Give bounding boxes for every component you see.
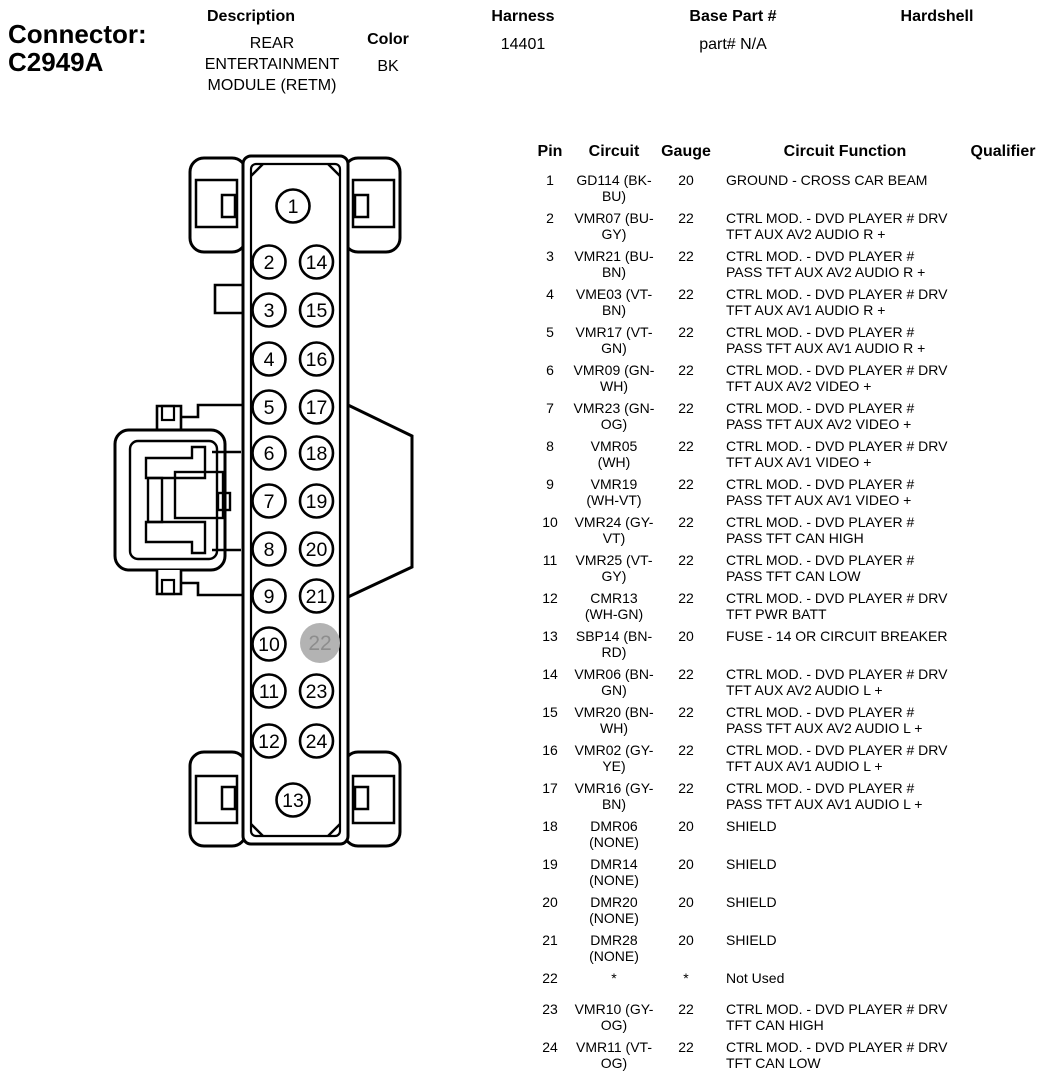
qualifier-cell — [964, 780, 1042, 812]
pin-number-cell: 20 — [542, 894, 558, 910]
table-row-pin-23 — [530, 1001, 1046, 1033]
gauge-cell: 22 — [678, 286, 694, 302]
pin-17 — [300, 391, 333, 424]
svg-text:20: 20 — [305, 539, 328, 561]
circuit-function-cell: CTRL MOD. - DVD PLAYER # DRV TFT AUX AV1 AUDIO R + — [726, 286, 948, 318]
pin-number-cell: 14 — [542, 666, 558, 682]
circuit-function-cell: CTRL MOD. - DVD PLAYER # PASS TFT AUX AV2 AUDIO R + — [726, 248, 926, 280]
pin-20 — [300, 533, 333, 566]
pin-number-cell: 5 — [546, 324, 554, 340]
latch-assembly — [115, 405, 243, 595]
table-row-pin-3 — [530, 248, 1046, 280]
gauge-cell: 22 — [678, 780, 694, 796]
connector-title — [8, 20, 147, 76]
circuit-cell: VMR23 (GN- OG) — [573, 400, 655, 432]
svg-text:18: 18 — [305, 443, 328, 465]
gauge-cell: * — [683, 970, 689, 986]
pin-number-cell: 6 — [546, 362, 554, 378]
pin-number-cell: 9 — [546, 476, 554, 492]
svg-text:24: 24 — [305, 731, 328, 753]
circuit-function-cell: SHIELD — [726, 894, 777, 910]
svg-text:1: 1 — [287, 196, 299, 218]
pin-number-cell: 17 — [542, 780, 558, 796]
pin-6 — [253, 437, 286, 470]
circuit-cell: VMR17 (VT- GN) — [575, 324, 653, 356]
table-row-pin-20 — [530, 894, 1046, 926]
mounting-tab-bottom-right — [344, 752, 400, 846]
mounting-tab-top-left — [190, 158, 246, 252]
qualifier-cell — [964, 1039, 1042, 1071]
pin-18 — [300, 437, 333, 470]
description-line-1: REAR — [249, 35, 295, 52]
table-row-pin-1 — [530, 172, 1046, 204]
table-row-pin-10 — [530, 514, 1046, 546]
gauge-cell: 22 — [678, 590, 694, 606]
circuit-function-cell: CTRL MOD. - DVD PLAYER # DRV TFT AUX AV2 AUDIO R + — [726, 210, 948, 242]
circuit-function-cell: CTRL MOD. - DVD PLAYER # PASS TFT AUX AV1 AUDIO R + — [726, 324, 926, 356]
pin-10 — [253, 628, 286, 661]
table-row-pin-14 — [530, 666, 1046, 698]
column-header-qualifier: Qualifier — [970, 143, 1036, 160]
circuit-function-cell: CTRL MOD. - DVD PLAYER # DRV TFT AUX AV2 AUDIO L + — [726, 666, 948, 698]
pin-19 — [300, 485, 333, 518]
pin-12 — [253, 725, 286, 758]
svg-text:15: 15 — [305, 300, 328, 322]
gauge-cell: 20 — [678, 856, 694, 872]
pin-number-cell: 8 — [546, 438, 554, 454]
pin-number-cell: 19 — [542, 856, 558, 872]
color-value: BK — [377, 58, 399, 75]
harness-block — [473, 7, 573, 55]
svg-text:21: 21 — [305, 586, 328, 608]
pin-number-cell: 12 — [542, 590, 558, 606]
table-row-pin-9 — [530, 476, 1046, 508]
gauge-cell: 22 — [678, 248, 694, 264]
circuit-cell: VMR09 (GN- WH) — [573, 362, 655, 394]
circuit-function-cell: CTRL MOD. - DVD PLAYER # DRV TFT CAN HIGH — [726, 1001, 948, 1033]
circuit-function-cell: CTRL MOD. - DVD PLAYER # PASS TFT CAN HIGH — [726, 514, 915, 546]
circuit-cell: VMR10 (GY- OG) — [574, 1001, 654, 1033]
pin-number-cell: 10 — [542, 514, 558, 530]
circuit-function-cell: CTRL MOD. - DVD PLAYER # PASS TFT AUX AV1 VIDEO + — [726, 476, 915, 508]
table-row-pin-12 — [530, 590, 1046, 622]
gauge-cell: 20 — [678, 932, 694, 948]
svg-text:12: 12 — [258, 731, 280, 753]
base-part-label: Base Part # — [689, 8, 777, 25]
pin-5 — [253, 391, 286, 424]
base-part-value: part# N/A — [699, 36, 767, 53]
side-step-notch — [215, 285, 243, 313]
pin-table — [530, 143, 1046, 1072]
svg-text:9: 9 — [263, 586, 275, 608]
circuit-function-cell: CTRL MOD. - DVD PLAYER # DRV TFT CAN LOW — [726, 1039, 948, 1071]
table-row-pin-22 — [530, 970, 1046, 986]
svg-text:11: 11 — [258, 681, 280, 703]
circuit-cell: CMR13 (WH-GN) — [584, 590, 644, 622]
circuit-cell: * — [611, 970, 617, 986]
circuit-cell: VME03 (VT- BN) — [575, 286, 653, 318]
pin-3 — [253, 294, 286, 327]
pin-14 — [300, 246, 333, 279]
qualifier-cell — [964, 742, 1042, 774]
connector-label: Connector: — [8, 19, 147, 49]
mounting-tab-top-right — [344, 158, 400, 252]
pin-number-cell: 4 — [546, 286, 554, 302]
connector-diagram — [90, 140, 450, 860]
svg-text:7: 7 — [263, 491, 275, 513]
svg-text:8: 8 — [263, 539, 275, 561]
table-row-pin-7 — [530, 400, 1046, 432]
pin-number-cell: 24 — [542, 1039, 558, 1055]
gauge-cell: 22 — [678, 210, 694, 226]
circuit-function-cell: CTRL MOD. - DVD PLAYER # PASS TFT CAN LOW — [726, 552, 915, 584]
pin-number-cell: 18 — [542, 818, 558, 834]
gauge-cell: 20 — [678, 818, 694, 834]
pin-8 — [253, 533, 286, 566]
table-row-pin-24 — [530, 1039, 1046, 1071]
circuit-function-cell: CTRL MOD. - DVD PLAYER # PASS TFT AUX AV2 VIDEO + — [726, 400, 915, 432]
circuit-cell: GD114 (BK- BU) — [576, 172, 652, 204]
qualifier-cell — [964, 400, 1042, 432]
qualifier-cell — [964, 856, 1042, 888]
pin-16 — [300, 343, 333, 376]
circuit-cell: DMR06 (NONE) — [589, 818, 639, 850]
pin-number-cell: 21 — [542, 932, 558, 948]
hardshell-block — [887, 7, 987, 26]
gauge-cell: 20 — [678, 628, 694, 644]
gauge-cell: 22 — [678, 400, 694, 416]
table-row-pin-15 — [530, 704, 1046, 736]
qualifier-cell — [964, 666, 1042, 698]
circuit-cell: VMR11 (VT- OG) — [576, 1039, 652, 1071]
table-header-row — [530, 143, 1046, 161]
gauge-cell: 22 — [678, 514, 694, 530]
gauge-cell: 20 — [678, 894, 694, 910]
pin-15 — [300, 294, 333, 327]
circuit-cell: VMR20 (BN- WH) — [574, 704, 654, 736]
qualifier-cell — [964, 514, 1042, 546]
gauge-cell: 22 — [678, 1039, 694, 1055]
column-header-circuit-function: Circuit Function — [783, 143, 907, 160]
gauge-cell: 22 — [678, 476, 694, 492]
pin-number-cell: 1 — [546, 172, 554, 188]
pin-number-cell: 13 — [542, 628, 558, 644]
qualifier-cell — [964, 894, 1042, 926]
pin-number-cell: 2 — [546, 210, 554, 226]
circuit-cell: VMR21 (BU- BN) — [574, 248, 654, 280]
gauge-cell: 22 — [678, 362, 694, 378]
table-body — [530, 172, 1046, 1071]
description-value — [182, 33, 362, 96]
circuit-cell: VMR02 (GY- YE) — [574, 742, 654, 774]
gauge-cell: 22 — [678, 324, 694, 340]
circuit-cell: VMR07 (BU- GY) — [574, 210, 654, 242]
pin-number-cell: 22 — [542, 970, 558, 986]
pin-13 — [277, 784, 310, 817]
qualifier-cell — [964, 818, 1042, 850]
gauge-cell: 22 — [678, 438, 694, 454]
svg-text:6: 6 — [263, 443, 275, 465]
circuit-cell: VMR06 (BN- GN) — [574, 666, 654, 698]
svg-text:16: 16 — [305, 349, 328, 371]
table-row-pin-21 — [530, 932, 1046, 964]
circuit-function-cell: CTRL MOD. - DVD PLAYER # PASS TFT AUX AV1 AUDIO L + — [726, 780, 923, 812]
side-wing — [348, 405, 412, 597]
pin-1 — [277, 190, 310, 223]
gauge-cell: 22 — [678, 704, 694, 720]
circuit-cell: VMR24 (GY- VT) — [574, 514, 654, 546]
circuit-cell: DMR14 (NONE) — [589, 856, 639, 888]
pin-22 — [300, 623, 340, 663]
pin-number-cell: 3 — [546, 248, 554, 264]
mounting-tab-bottom-left — [190, 752, 246, 846]
circuit-function-cell: SHIELD — [726, 856, 777, 872]
circuit-cell: VMR05 (WH) — [590, 438, 638, 470]
column-header-circuit: Circuit — [588, 143, 640, 160]
color-block — [358, 30, 418, 77]
svg-text:17: 17 — [305, 397, 328, 419]
connector-id: C2949A — [8, 47, 104, 77]
svg-text:14: 14 — [305, 252, 328, 274]
svg-text:5: 5 — [263, 397, 275, 419]
qualifier-cell — [964, 552, 1042, 584]
qualifier-cell — [964, 970, 1042, 986]
table-row-pin-2 — [530, 210, 1046, 242]
qualifier-cell — [964, 362, 1042, 394]
description-line-3: MODULE (RETM) — [207, 77, 337, 94]
table-row-pin-19 — [530, 856, 1046, 888]
circuit-cell: DMR28 (NONE) — [589, 932, 639, 964]
column-header-pin: Pin — [537, 143, 563, 160]
pin-number-cell: 23 — [542, 1001, 558, 1017]
qualifier-cell — [964, 704, 1042, 736]
harness-label: Harness — [491, 8, 555, 25]
qualifier-cell — [964, 1001, 1042, 1033]
table-row-pin-16 — [530, 742, 1046, 774]
circuit-function-cell: FUSE - 14 OR CIRCUIT BREAKER — [726, 628, 948, 644]
pin-21 — [300, 580, 333, 613]
pin-number-cell: 16 — [542, 742, 558, 758]
table-row-pin-5 — [530, 324, 1046, 356]
circuit-function-cell: GROUND - CROSS CAR BEAM — [726, 172, 928, 188]
circuit-function-cell: Not Used — [726, 970, 785, 986]
circuit-cell: VMR25 (VT- GY) — [575, 552, 653, 584]
base-part-block — [673, 7, 793, 55]
qualifier-cell — [964, 210, 1042, 242]
qualifier-cell — [964, 590, 1042, 622]
svg-text:19: 19 — [305, 491, 328, 513]
qualifier-cell — [964, 286, 1042, 318]
pin-23 — [300, 675, 333, 708]
circuit-function-cell: CTRL MOD. - DVD PLAYER # DRV TFT AUX AV1 VIDEO + — [726, 438, 948, 470]
circuit-cell: VMR16 (GY- BN) — [574, 780, 654, 812]
qualifier-cell — [964, 172, 1042, 204]
pin-9 — [253, 580, 286, 613]
svg-text:3: 3 — [263, 300, 275, 322]
pin-number-cell: 7 — [546, 400, 554, 416]
column-header-gauge: Gauge — [661, 143, 711, 160]
hardshell-label: Hardshell — [900, 8, 974, 25]
pin-24 — [300, 725, 333, 758]
svg-text:2: 2 — [263, 252, 275, 274]
table-row-pin-4 — [530, 286, 1046, 318]
description-label: Description — [206, 8, 295, 25]
table-row-pin-11 — [530, 552, 1046, 584]
gauge-cell: 22 — [678, 1001, 694, 1017]
color-label: Color — [367, 31, 409, 48]
table-row-pin-18 — [530, 818, 1046, 850]
table-row-pin-13 — [530, 628, 1046, 660]
circuit-function-cell: SHIELD — [726, 932, 777, 948]
qualifier-cell — [964, 248, 1042, 280]
pin-11 — [253, 675, 286, 708]
circuit-function-cell: CTRL MOD. - DVD PLAYER # DRV TFT AUX AV1 AUDIO L + — [726, 742, 948, 774]
harness-value: 14401 — [500, 36, 546, 53]
table-row-pin-8 — [530, 438, 1046, 470]
svg-text:4: 4 — [263, 349, 275, 371]
circuit-function-cell: CTRL MOD. - DVD PLAYER # DRV TFT PWR BATT — [726, 590, 948, 622]
pin-number-cell: 15 — [542, 704, 558, 720]
gauge-cell: 22 — [678, 552, 694, 568]
circuit-cell: DMR20 (NONE) — [589, 894, 639, 926]
pin-number-cell: 11 — [542, 552, 558, 568]
gauge-cell: 22 — [678, 666, 694, 682]
qualifier-cell — [964, 324, 1042, 356]
gauge-cell: 22 — [678, 742, 694, 758]
svg-text:23: 23 — [305, 681, 328, 703]
svg-text:22: 22 — [308, 632, 332, 655]
pin-4 — [253, 343, 286, 376]
qualifier-cell — [964, 476, 1042, 508]
description-line-2: ENTERTAINMENT — [204, 56, 340, 73]
table-row-pin-17 — [530, 780, 1046, 812]
svg-text:13: 13 — [282, 790, 304, 812]
gauge-cell: 20 — [678, 172, 694, 188]
circuit-cell: VMR19 (WH-VT) — [586, 476, 642, 508]
table-row-pin-6 — [530, 362, 1046, 394]
circuit-function-cell: CTRL MOD. - DVD PLAYER # DRV TFT AUX AV2 VIDEO + — [726, 362, 948, 394]
qualifier-cell — [964, 932, 1042, 964]
pin-2 — [253, 246, 286, 279]
circuit-function-cell: CTRL MOD. - DVD PLAYER # PASS TFT AUX AV2 AUDIO L + — [726, 704, 923, 736]
svg-text:10: 10 — [258, 634, 280, 656]
circuit-function-cell: SHIELD — [726, 818, 777, 834]
circuit-cell: SBP14 (BN- RD) — [575, 628, 653, 660]
qualifier-cell — [964, 628, 1042, 660]
pin-7 — [253, 485, 286, 518]
qualifier-cell — [964, 438, 1042, 470]
